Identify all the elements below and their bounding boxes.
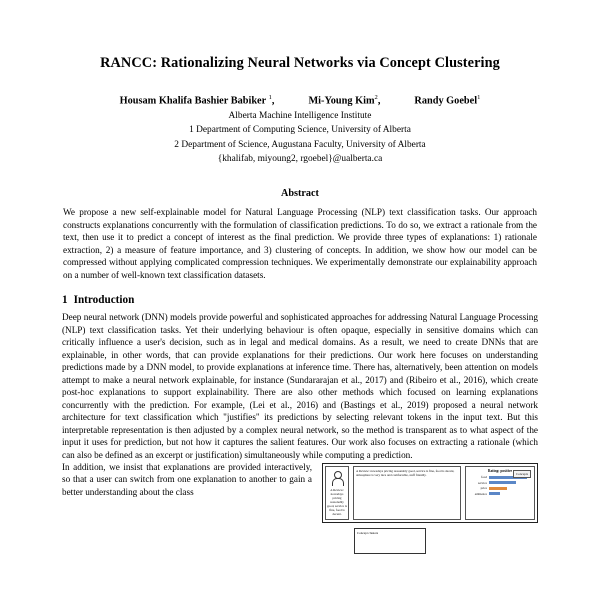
author-1-affil-marker: 1 — [268, 93, 272, 101]
section-1-number: 1 — [62, 294, 68, 307]
contact-email: {khalifab, miyoung2, rgoebel}@ualberta.ca — [217, 154, 383, 165]
figure-bar — [489, 481, 516, 484]
figure-bar-row — [469, 481, 531, 485]
section-1-paragraph-2 — [62, 461, 312, 498]
page-title: RANCC: Rationalizing Neural Networks via Concept Clustering — [100, 55, 500, 71]
figure-bar — [489, 487, 507, 490]
user-icon-body — [332, 478, 344, 486]
paragraph-text: In addition, we insist that explanations are provided interactively, so that a user can switch from one explanation to another to gain a better understanding about the class — [62, 462, 312, 497]
figure-bar — [489, 492, 500, 495]
figure-bar-label: ambience — [474, 491, 487, 496]
author-2: Mi-Young Kim$^2$, — [308, 93, 381, 106]
figure-concept-cluster-box — [354, 528, 426, 554]
figure-left-caption: A Review: nowadays pricing reasonably good, service is fine, food is decent. — [327, 488, 347, 516]
author-list — [62, 94, 538, 106]
figure-bar-row — [469, 492, 531, 496]
figure-concept-cluster-label: Concept clusters — [357, 531, 379, 535]
affiliation-0: Alberta Machine Intelligence Institute — [228, 111, 372, 121]
figure-1 — [322, 463, 538, 554]
figure-middle-text: A Review: nowadays pricing reasonably good, service is fine, food is decent, atmosphere is very nice and comfortable, staff friendly. — [356, 469, 455, 478]
abstract-body: We propose a new self-explainable model for Natural Language Processing (NLP) text classification tasks. Our approach constructs explanations concurrently with the formulation of classification predictions. To do so, we extract a rationale from the text, then use it to predict a concept of interest as the final prediction. We provide three types of explanations: 1) rationale extraction, 2) a measure of feature importance, and 3) clustering of concepts. In addition, we show how our model can be compressed without applying complicated compression techniques. We experimentally demonstrate our explainability approach on a number of well-known text classification datasets. — [63, 207, 537, 280]
affiliation-1: 1 Department of Computing Science, University of Alberta — [189, 125, 411, 136]
figure-input-panel — [325, 466, 349, 520]
figure-rationale-panel — [353, 466, 461, 520]
author-3: Randy Goebel$^1$ — [414, 93, 481, 106]
figure-prediction-label: Rating: positive — [487, 469, 513, 473]
author-2-affil-marker: 2 — [374, 93, 378, 101]
figure-bar-label: service — [477, 480, 487, 485]
author-3-affil-marker: 1 — [477, 93, 481, 101]
paragraph-figure-row — [62, 461, 538, 554]
figure-prediction-panel — [465, 466, 535, 520]
paragraph-text: Deep neural network (DNN) models provide powerful and sophisticated approaches for addressing Natural Language Processing (NLP) text classification tasks. Yet their underlying behaviour is often opaque, especially in sensitive domains which can critically influence a user's decision, such as in legal and medical domains. As a result, we need to create DNNs that are explainable, in other words, that can provide explanations for their predictions. Our work here focuses on understanding predictions made by a DNN model, to provide explanations at inference time. There has, alternatively, been attention on models attempt to make a neural network explainable, for instance (Sundararajan et al., 2017) and (Ribeiro et al., 2016), which create post-hoc explanations to support explainability. There are also other methods which focused on learning explanations concurrently with the prediction. For example, (Lei et al., 2016) and (Bastings et al., 2019) proposed a neural network architecture for text classification which "justifies" its predictions by selecting relevant tokens in the input text. But this interpretable representation is then adjusted by a complex neural network, so the method is transparent as to what aspect of the input it uses for prediction, but not how it captures the salient features. Our work also focuses on extracting a rationale (which can also be defined as an excerpt or justification) simultaneously while computing a prediction. — [62, 312, 538, 460]
figure-concepts-badge: Concepts — [513, 470, 531, 478]
figure-bar-label: food — [481, 475, 487, 479]
affiliation-2: 2 Department of Science, Augustana Faculty, University of Alberta — [174, 139, 426, 150]
abstract-heading: Abstract — [281, 188, 319, 200]
affiliations — [62, 110, 538, 166]
figure-bar-label: price — [480, 486, 487, 490]
figure-bar-row — [469, 486, 531, 490]
section-1-paragraph-1 — [62, 311, 538, 461]
figure-1-diagram — [322, 463, 538, 523]
section-1-heading — [62, 294, 538, 306]
section-1-title: Introduction — [73, 294, 135, 307]
author-1: Housam Khalifa Bashier Babiker $^1$, — [119, 93, 275, 106]
